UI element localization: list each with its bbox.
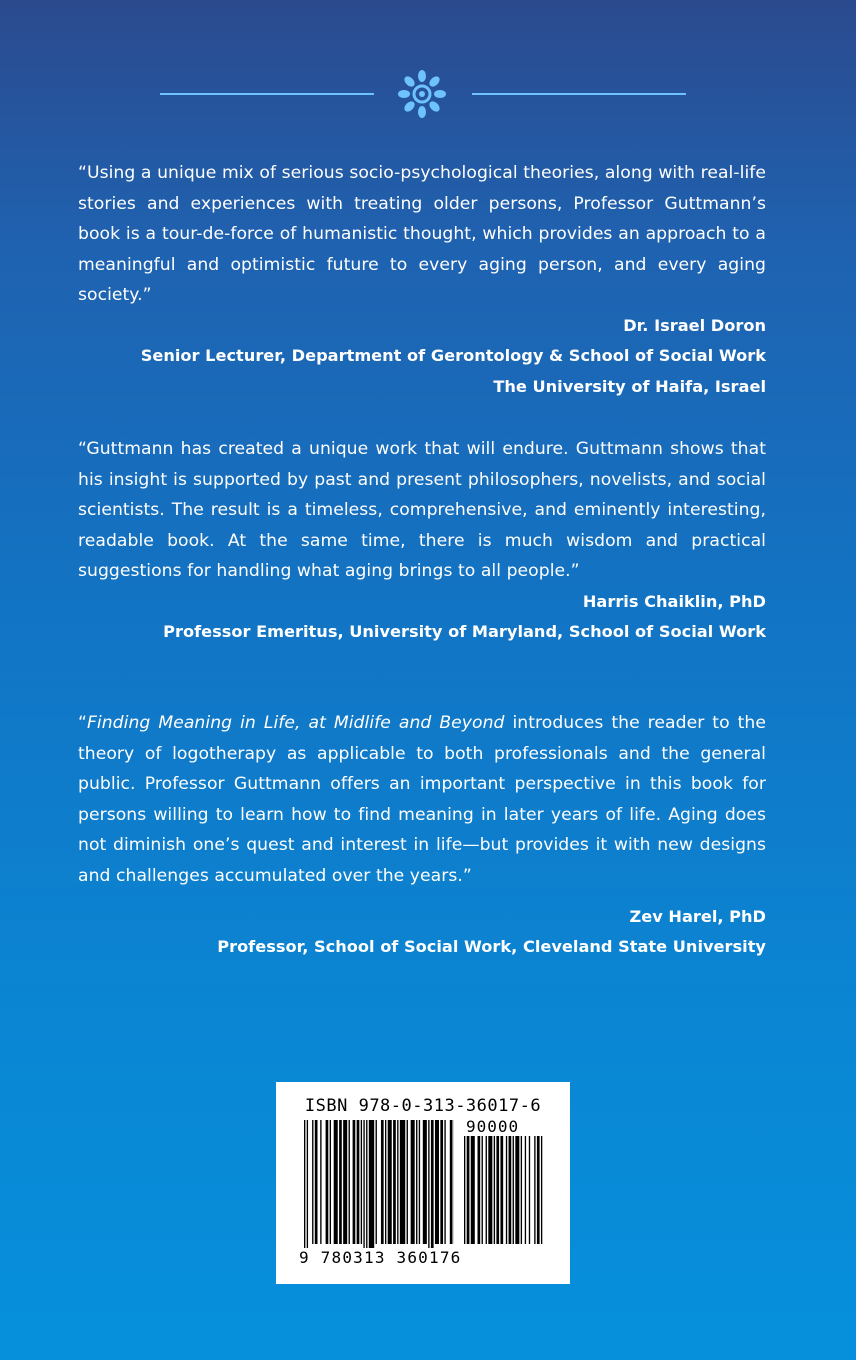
- attribution-author: Zev Harel, PhD: [629, 906, 766, 926]
- barcode-bar: [488, 1136, 492, 1244]
- barcode-bar: [315, 1120, 318, 1244]
- barcode-bar: [388, 1120, 392, 1244]
- barcode-bar: [467, 1136, 470, 1244]
- isbn-label: ISBN 978-0-313-36017-6: [304, 1096, 542, 1116]
- barcode-bar: [343, 1120, 347, 1244]
- barcode-bar: [407, 1120, 408, 1244]
- barcode-bar: [444, 1120, 445, 1244]
- barcode-bar: [435, 1120, 439, 1244]
- barcode-bar: [423, 1120, 427, 1244]
- barcode-bar: [361, 1120, 362, 1244]
- barcode-bar: [366, 1120, 367, 1254]
- barcode-bar: [334, 1120, 338, 1244]
- barcode-bar: [416, 1120, 417, 1244]
- barcode-bar: [428, 1120, 429, 1254]
- barcode-bar: [393, 1120, 396, 1244]
- barcode-bar: [312, 1120, 313, 1244]
- barcode-bar: [385, 1120, 386, 1244]
- book-title: Finding Meaning in Life, at Midlife and Beyond: [86, 713, 505, 733]
- isbn-barcode: [276, 1082, 570, 1284]
- barcode-bar: [537, 1136, 540, 1244]
- addon-barcode-bars: [464, 1136, 544, 1260]
- barcode-bar: [450, 1120, 453, 1244]
- barcode-bar: [397, 1120, 398, 1244]
- barcode-bar: [506, 1136, 507, 1244]
- barcode-bar: [369, 1120, 374, 1254]
- ean-digits: 9 780313 360176: [299, 1248, 462, 1267]
- barcode-bar: [431, 1120, 434, 1254]
- barcode-bar: [320, 1120, 321, 1244]
- endorsement-harel: [78, 708, 766, 963]
- ornament-line-right: [472, 93, 686, 95]
- attribution-author: Dr. Israel Doron: [623, 315, 766, 335]
- barcode-bar: [381, 1120, 384, 1244]
- barcode-bar: [500, 1136, 503, 1244]
- attribution-title: Senior Lecturer, Department of Gerontology & School of Social Work: [140, 346, 766, 366]
- barcode-bar: [486, 1136, 487, 1244]
- attribution-author: Harris Chaiklin, PhD: [582, 591, 766, 611]
- quote-text: “Using a unique mix of serious socio-psychological theories, along with real-life stories and experiences with treating older persons, Professor Guttmann’s book is a tour-de-force of humanistic thought, which provides an approach to a meaningful and optimistic future to every aging person, and every aging society.”: [78, 163, 766, 306]
- flower-ornament-icon: [396, 68, 448, 120]
- attribution-title: Professor Emeritus, University of Maryland, School of Social Work: [163, 622, 766, 642]
- barcode-bar: [349, 1120, 350, 1244]
- barcode-bar: [509, 1136, 512, 1244]
- endorsement-chaiklin: [78, 434, 766, 648]
- barcode-bar: [357, 1120, 360, 1244]
- barcode-bar: [339, 1120, 342, 1244]
- barcode-bar: [496, 1136, 499, 1244]
- barcode-bar: [534, 1136, 535, 1244]
- barcode-bar: [494, 1136, 495, 1244]
- barcode-bar: [513, 1136, 514, 1244]
- barcode-bar: [529, 1136, 530, 1244]
- barcode-bar: [376, 1120, 377, 1244]
- attribution-affiliation: The University of Haifa, Israel: [493, 376, 766, 396]
- barcode-bar: [541, 1136, 542, 1244]
- quote-text: [78, 708, 766, 892]
- ean-barcode-bars: [304, 1120, 454, 1260]
- barcode-bar: [330, 1120, 331, 1244]
- barcode-bar: [521, 1136, 522, 1244]
- endorsement-doron: [78, 158, 766, 402]
- barcode-bar: [525, 1136, 526, 1244]
- barcode-bar: [363, 1120, 364, 1254]
- barcode-bar: [482, 1136, 483, 1244]
- barcode-bar: [304, 1120, 305, 1254]
- barcode-bar: [419, 1120, 420, 1244]
- ornament-divider: [0, 64, 856, 124]
- barcode-bar: [353, 1120, 356, 1244]
- barcode-bar: [411, 1120, 415, 1244]
- barcode-bar: [464, 1136, 465, 1244]
- quote-text: “Guttmann has created a unique work that will endure. Guttmann shows that his insight is supported by past and present philosophers, novelists, and social scientists. The result is a timeless, comprehensive, and eminently interesting, readable book. At the same time, there is much wisdom and practical suggestions for handling what aging brings to all people.”: [78, 439, 766, 582]
- barcode-bar: [471, 1136, 475, 1244]
- barcode-bar: [307, 1120, 308, 1254]
- quote-body: introduces the reader to the theory of logotherapy as applicable to both professionals and the general public. Professor Guttmann offers an important perspective in this book for persons willing to learn how to find meaning in later years of life. Aging does not diminish one’s quest and interest in life—but provides it with new designs and challenges accumulated over the years.”: [78, 713, 766, 886]
- open-quote-mark: “: [78, 713, 87, 733]
- barcode-bar: [478, 1136, 481, 1244]
- price-code: 90000: [466, 1117, 520, 1136]
- barcode-bar: [326, 1120, 329, 1244]
- barcode-bar: [400, 1120, 405, 1244]
- barcode-bar: [515, 1136, 519, 1244]
- ornament-line-left: [160, 93, 374, 95]
- attribution-title: Professor, School of Social Work, Cleveland State University: [217, 937, 766, 957]
- barcode-bar: [440, 1120, 443, 1244]
